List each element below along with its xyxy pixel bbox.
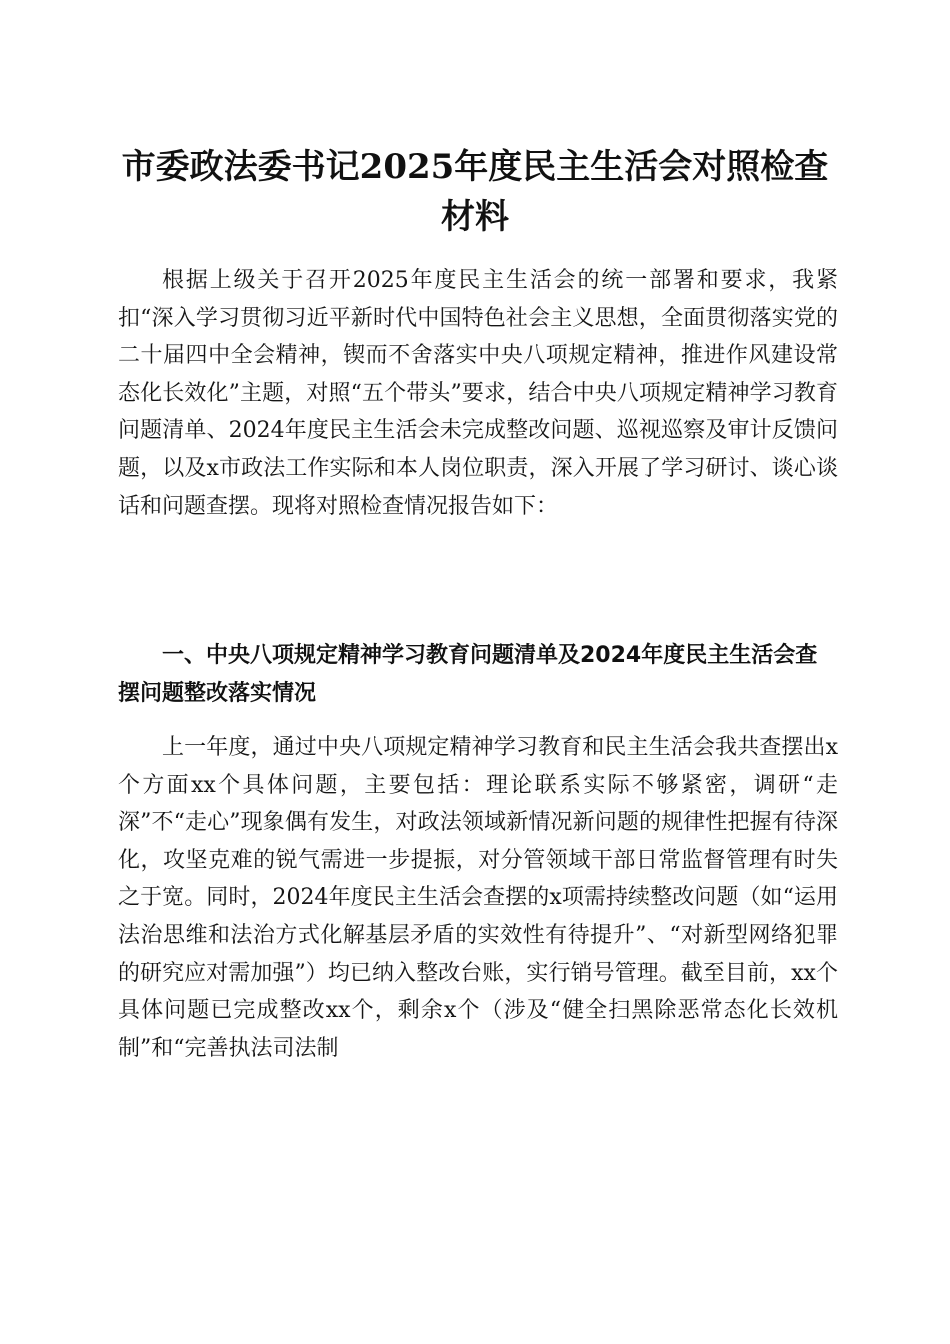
section-heading-1: 一、中央八项规定精神学习教育问题清单及2024年度民主生活会查摆问题整改落实情况 — [118, 643, 818, 706]
intro-paragraph: 根据上级关于召开2025年度民主生活会的统一部署和要求，我紧扣“深入学习贯彻习近平新时代中国特色社会主义思想，全面贯彻落实党的二十届四中全会精神，锲而不舍落实中央八项规定精神，推进作风建设常态化长效化”主题，对照“五个带头”要求，结合中央八项规定精神学习教育问题清单、2024年度民主生活会未完成整改问题、巡视巡察及审计反馈问题，以及x市政法工作实际和本人岗位职责，深入开展了学习研讨、谈心谈话和问题查摆。现将对照检查情况报告如下： — [118, 268, 838, 519]
document-title: 市委政法委书记2025年度民主生活会对照检查材料 — [121, 147, 829, 237]
section-1-paragraph: 上一年度，通过中央八项规定精神学习教育和民主生活会我共查摆出x个方面xx个具体问题，主要包括：理论联系实际不够紧密，调研“走深”不“走心”现象偶有发生，对政法领域新情况新问题的规律性把握有待深化，攻坚克难的锐气需进一步提振，对分管领域干部日常监督管理有时失之于宽。同时，2024年度民主生活会查摆的x项需持续整改问题（如“运用法治思维和法治方式化解基层矛盾的实效性有待提升”、“对新型网络犯罪的研究应对需加强”）均已纳入整改台账，实行销号管理。截至目前，xx个具体问题已完成整改xx个，剩余x个（涉及“健全扫黑除恶常态化长效机制”和“完善执法司法制 — [118, 735, 838, 1061]
